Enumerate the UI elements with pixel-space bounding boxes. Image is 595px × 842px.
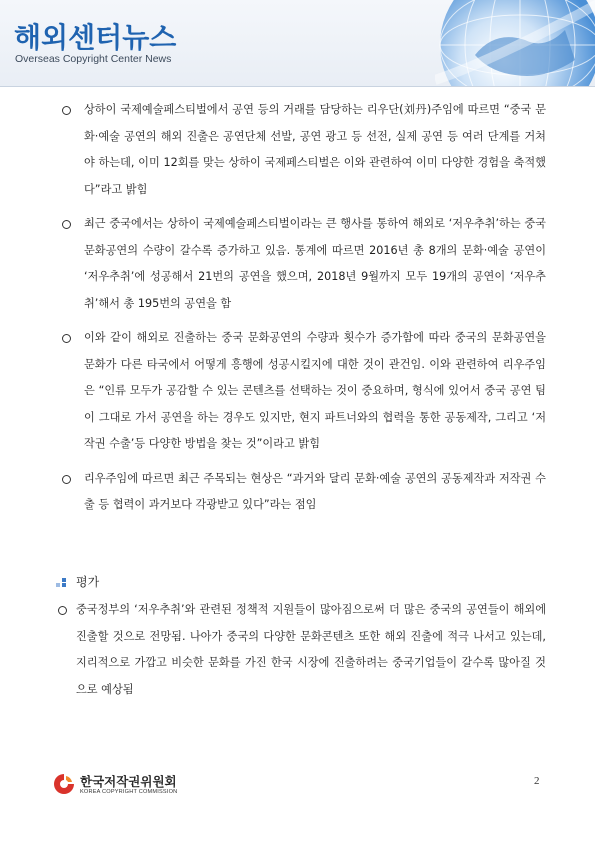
evaluation-item: [58, 597, 546, 703]
circle-bullet-icon: [62, 211, 76, 241]
bullet-item: [62, 466, 546, 519]
kcc-logo-icon: [52, 772, 76, 796]
evaluation-heading: [56, 573, 99, 590]
bullet-item: [62, 97, 546, 203]
circle-bullet-icon: [62, 325, 76, 355]
evaluation-body: [58, 597, 546, 711]
header-divider: [0, 86, 595, 87]
circle-bullet-icon: [62, 97, 76, 127]
organization-name: 한국저작권위원회: [80, 774, 177, 789]
globe-graphic: [435, 0, 595, 86]
header-title: 해외센터뉴스: [14, 21, 177, 54]
bullet-item: [62, 211, 546, 317]
circle-bullet-icon: [58, 597, 72, 627]
section-marker-icon: [56, 578, 70, 588]
evaluation-text: 중국정부의 ‘저우추취’와 관련된 정책적 지원들이 많아짐으로써 더 많은 중국의 공연들이 해외에 진출할 것으로 전망됨. 나아가 중국의 다양한 문화콘텐츠 또한 해외 진출에 적극 나서고 있는데, 지리적으로 가깝고 비슷한 문화를 가진 한국 시장에 진출하려는 중국기업들이 갈수록 많아질 것으로 예상됨: [76, 603, 546, 696]
header-subtitle: Overseas Copyright Center News: [15, 53, 172, 65]
bullet-text: 이와 같이 해외로 진출하는 중국 문화공연의 수량과 횟수가 증가함에 따라 중국의 문화공연을 문화가 다른 타국에서 어떻게 흥행에 성공시킬지에 대한 것이 관건임. 이와 관련하여 리우주임은 “인류 모두가 공감할 수 있는 콘텐츠를 선택하는 것이 중요하며, 형식에 있어서 중국 공연 팀이 그대로 가서 공연을 하는 경우도 있지만, 현지 파트너와의 협력을 통한 공동제작, 그리고 ‘저작권 수출’등 다양한 방법을 찾는 것”이라고 밝힘: [84, 331, 546, 450]
organization-english-name: KOREA COPYRIGHT COMMISSION: [80, 789, 178, 795]
bullet-item: [62, 325, 546, 458]
page-header: [0, 0, 595, 86]
news-body: [62, 97, 546, 527]
bullet-text: 상하이 국제예술페스티벌에서 공연 등의 거래를 담당하는 리우단(刘丹)주임에 따르면 “중국 문화·예술 공연의 해외 진출은 공연단체 선발, 공연 광고 등 선전, 실제 공연 등 여러 단계를 거쳐야 하는데, 이미 12회를 맞는 상하이 국제페스티벌은 이와 관련하여 이미 다양한 경험을 축적했다”라고 밝힘: [84, 103, 546, 196]
bullet-text: 최근 중국에서는 상하이 국제예술페스티벌이라는 큰 행사를 통하여 해외로 ‘저우추취’하는 중국 문화공연의 수량이 갈수록 증가하고 있음. 통계에 따르면 2016년 총 8개의 문화·예술 공연이 ‘저우추취’에 성공해서 21번의 공연을 했으며, 2018년 9월까지 모두 19개의 공연이 ‘저우추취’해서 총 195번의 공연을 함: [84, 217, 546, 310]
bullet-text: 리우주임에 따르면 최근 주목되는 현상은 “과거와 달리 문화·예술 공연의 공동제작과 저작권 수출 등 협력이 과거보다 각광받고 있다”라는 점임: [84, 471, 546, 511]
circle-bullet-icon: [62, 466, 76, 496]
page-number: 2: [534, 775, 540, 787]
evaluation-heading-text: 평가: [76, 575, 100, 589]
